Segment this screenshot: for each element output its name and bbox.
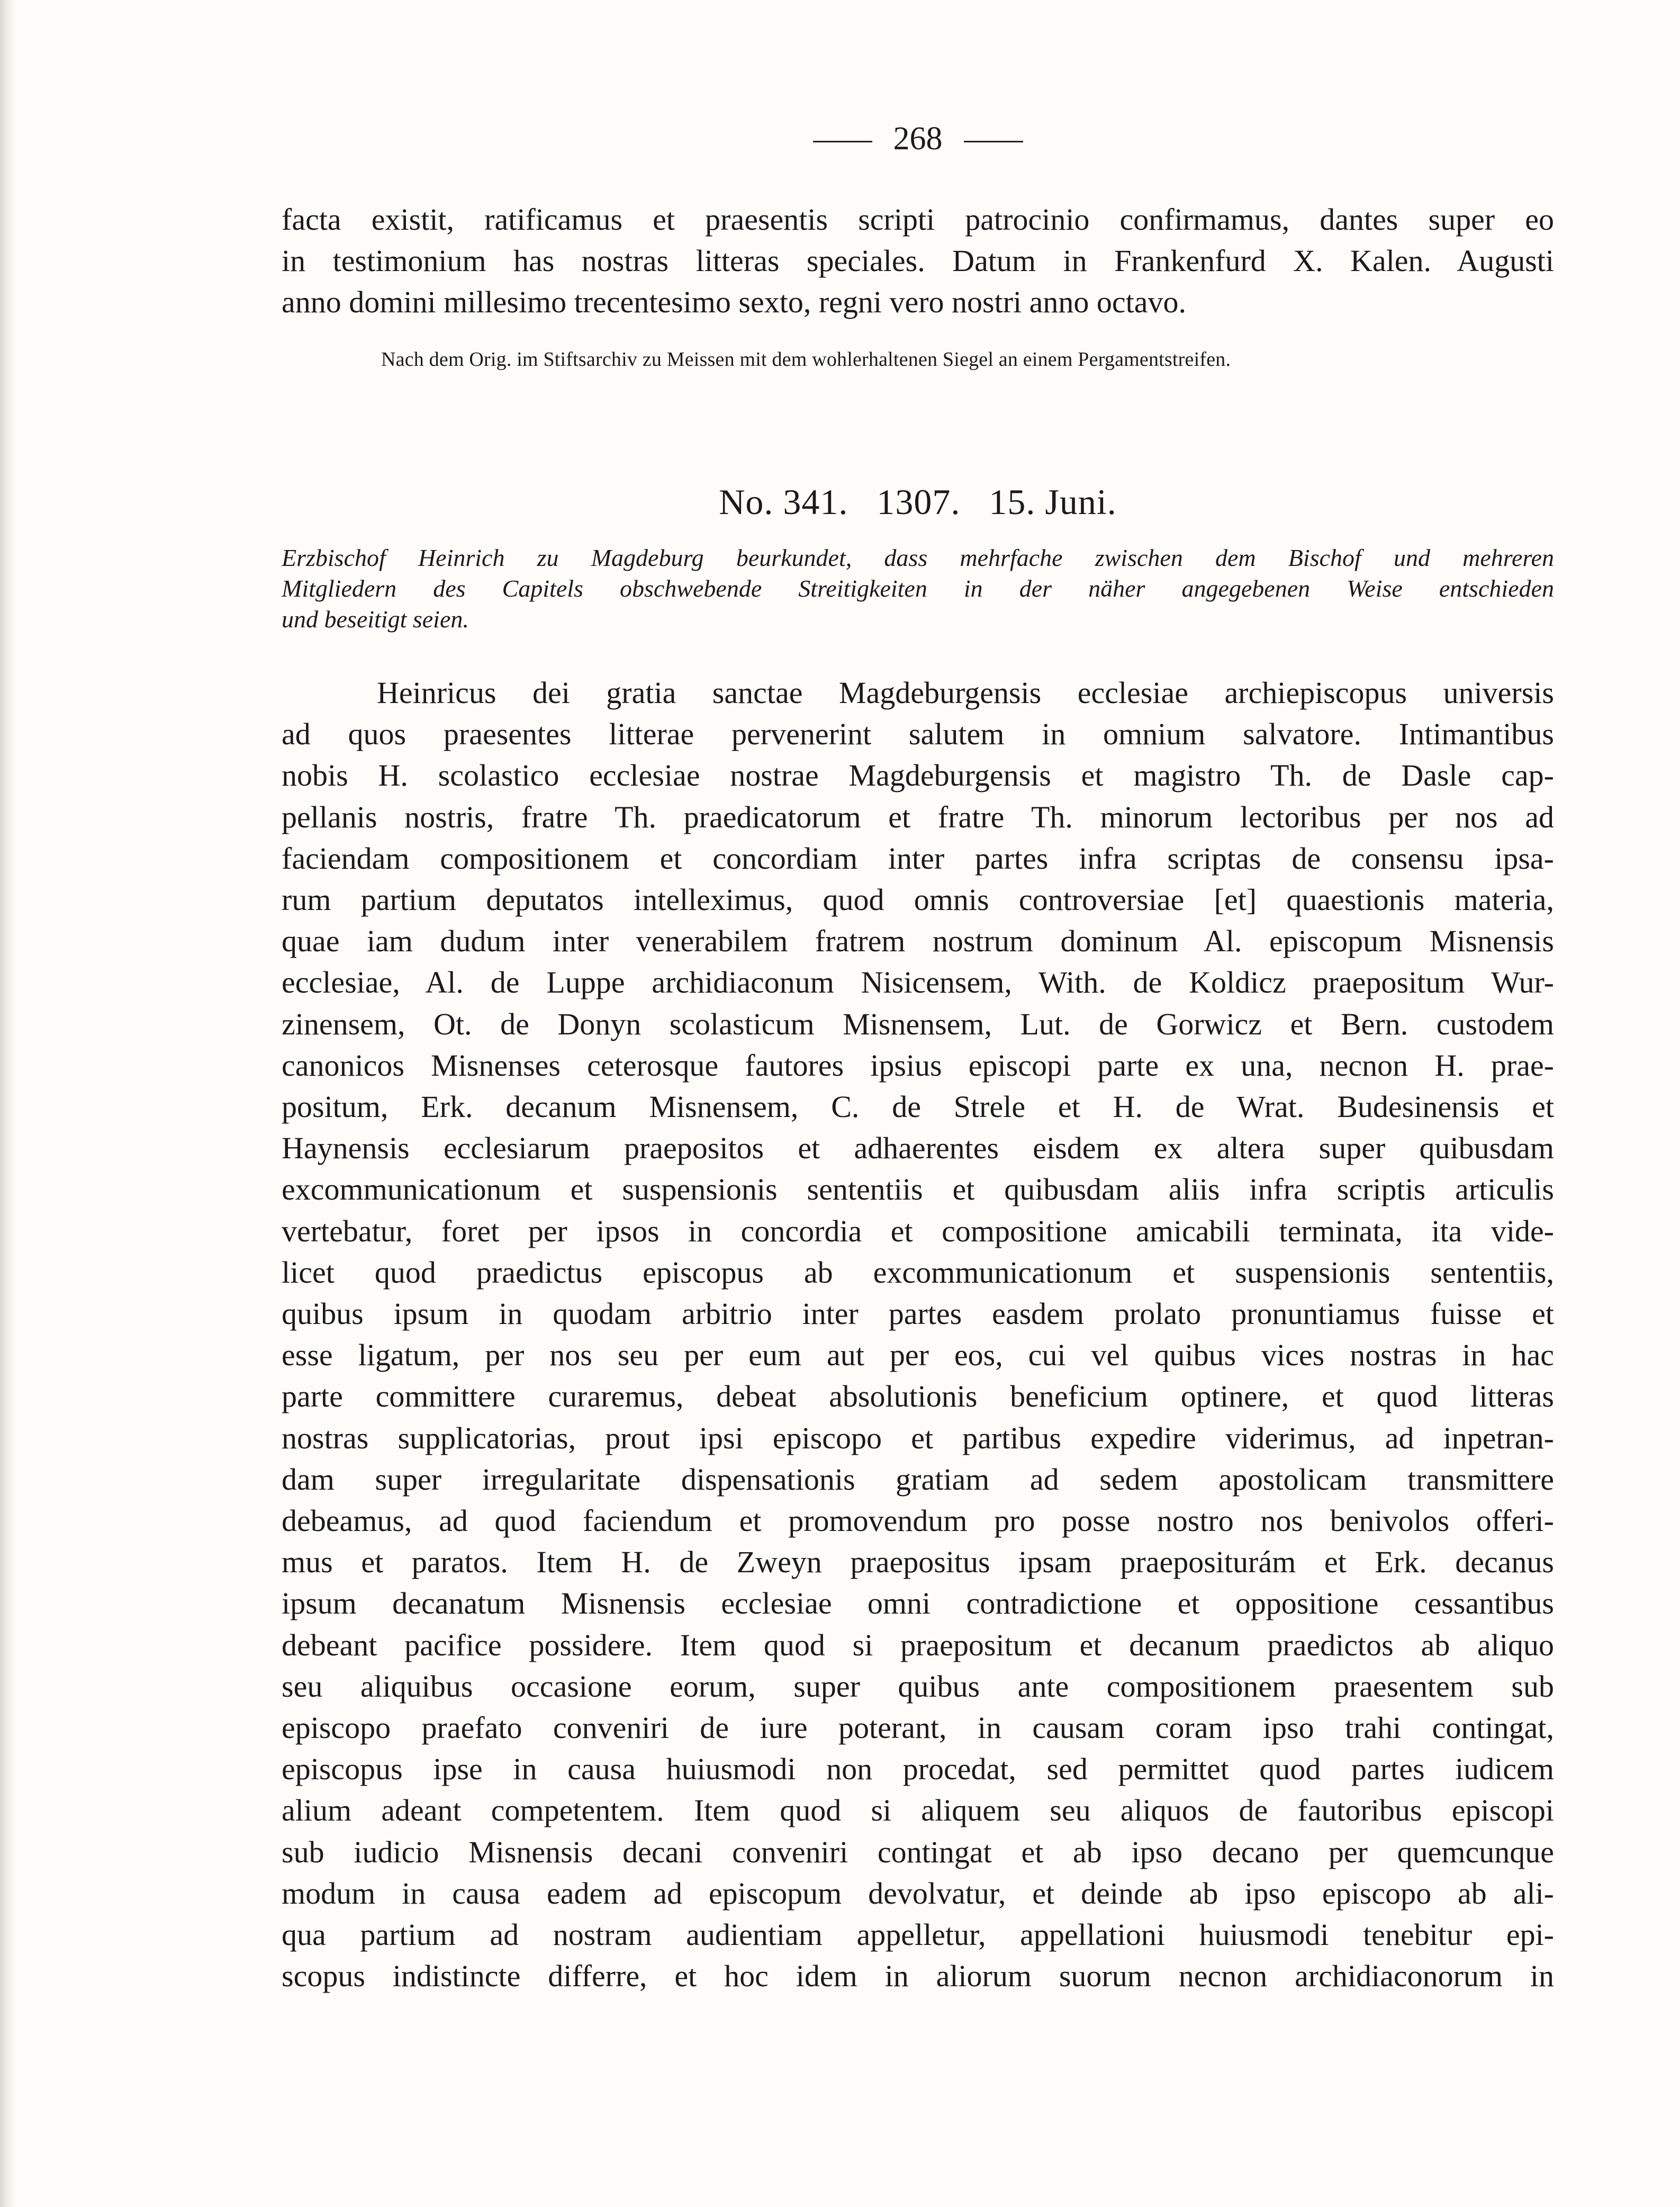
body-line: seu aliquibus occasione eorum, super quibus ante compositionem praesentem sub <box>282 1669 1554 1704</box>
abstract-line: und beseitigt seien. <box>282 606 469 633</box>
body-line: debeant pacifice possidere. Item quod si praepositum et decanum praedictos ab aliquo <box>282 1627 1554 1662</box>
continuation-line: facta existit, ratificamus et praesentis scripti patrocinio confirmamus, dantes super eo <box>282 202 1554 237</box>
body-line: vertebatur, foret per ipsos in concordia et compositione amicabili terminata, ita vide- <box>282 1213 1554 1248</box>
body-line: excommunicationum et suspensionis sententiis et quibusdam aliis infra scriptis articulis <box>282 1172 1554 1207</box>
page-header <box>282 118 1554 160</box>
body-line: faciendam compositionem et concordiam inter partes infra scriptas de consensu ipsa- <box>282 841 1554 876</box>
abstract-line: Erzbischof Heinrich zu Magdeburg beurkundet, dass mehrfache zwischen dem Bischof und mehreren <box>282 544 1554 571</box>
body-line: nobis H. scolastico ecclesiae nostrae Magdeburgensis et magistro Th. de Dasle cap- <box>282 758 1554 793</box>
header-dash-left <box>813 141 872 142</box>
body-line: positum, Erk. decanum Misnensem, C. de Strele et H. de Wrat. Budesinensis et <box>282 1089 1554 1124</box>
body-line: dam super irregularitate dispensationis gratiam ad sedem apostolicam transmittere <box>282 1462 1554 1497</box>
body-line: licet quod praedictus episcopus ab excommunicationum et suspensionis sententiis, <box>282 1255 1554 1290</box>
abstract-line: Mitgliedern des Capitels obschwebende Streitigkeiten in der näher angegebenen Weise entschieden <box>282 575 1554 602</box>
page-number: 268 <box>893 121 943 157</box>
body-line: modum in causa eadem ad episcopum devolvatur, et deinde ab ipso episcopo ab ali- <box>282 1876 1554 1911</box>
body-line: ecclesiae, Al. de Luppe archidiaconum Nisicensem, With. de Koldicz praepositum Wur- <box>282 965 1554 1000</box>
body-line: episcopo praefato conveniri de iure poterant, in causam coram ipso trahi contingat, <box>282 1710 1554 1745</box>
body-line: qua partium ad nostram audientiam appelletur, appellationi huiusmodi tenebitur epi- <box>282 1917 1554 1952</box>
body-line: ad quos praesentes litterae pervenerint salutem in omnium salvatore. Intimantibus <box>282 717 1554 752</box>
continuation-line: in testimonium has nostras litteras speciales. Datum in Frankenfurd X. Kalen. Augusti <box>282 244 1554 278</box>
continuation-line: anno domini millesimo trecentesimo sexto, regni vero nostri anno octavo. <box>282 285 1187 319</box>
body-line: episcopus ipse in causa huiusmodi non procedat, sed permittet quod partes iudicem <box>282 1752 1554 1787</box>
body-line: Haynensis ecclesiarum praepositos et adhaerentes eisdem ex altera super quibusdam <box>282 1131 1554 1166</box>
document-abstract <box>282 543 1554 635</box>
body-line: zinensem, Ot. de Donyn scolasticum Misnensem, Lut. de Gorwicz et Bern. custodem <box>282 1006 1554 1041</box>
source-note: Nach dem Orig. im Stiftsarchiv zu Meissen mit dem wohlerhaltenen Siegel an einem Pergamentstreifen. <box>381 348 1231 371</box>
body-line: pellanis nostris, fratre Th. praedicatorum et fratre Th. minorum lectoribus per nos ad <box>282 799 1554 834</box>
body-line: nostras supplicatorias, prout ipsi episcopo et partibus expedire viderimus, ad inpetran- <box>282 1420 1554 1455</box>
body-line: rum partium deputatos intelleximus, quod omnis controversiae [et] quaestionis materia, <box>282 882 1554 917</box>
body-line: quae iam dudum inter venerabilem fratrem nostrum dominum Al. episcopum Misnensis <box>282 924 1554 959</box>
body-line: Heinricus dei gratia sanctae Magdeburgensis ecclesiae archiepiscopus universis <box>377 675 1554 710</box>
body-line: ipsum decanatum Misnensis ecclesiae omni contradictione et oppositione cessantibus <box>282 1586 1554 1621</box>
document-heading: No. 341. 1307. 15. Juni. <box>719 482 1117 522</box>
body-line: parte committere curaremus, debeat absolutionis beneficium optinere, et quod litteras <box>282 1379 1554 1414</box>
body-line: scopus indistincte differre, et hoc idem in aliorum suorum necnon archidiaconorum in <box>282 1959 1554 1994</box>
body-line: esse ligatum, per nos seu per eum aut per eos, cui vel quibus vices nostras in hac <box>282 1338 1554 1373</box>
body-line: canonicos Misnenses ceterosque fautores ipsius episcopi parte ex una, necnon H. prae- <box>282 1048 1554 1083</box>
body-line: debeamus, ad quod faciendum et promovendum pro posse nostro nos benivolos offeri- <box>282 1503 1554 1538</box>
document-body <box>282 672 1554 1997</box>
body-line: mus et paratos. Item H. de Zweyn praepositus ipsam praepositurám et Erk. decanus <box>282 1545 1554 1580</box>
body-line: sub iudicio Misnensis decani conveniri contingat et ab ipso decano per quemcunque <box>282 1834 1554 1869</box>
body-line: quibus ipsum in quodam arbitrio inter partes easdem prolato pronuntiamus fuisse et <box>282 1296 1554 1331</box>
header-dash-right <box>964 141 1023 142</box>
page-binding-edge <box>0 0 15 2207</box>
continuation-text <box>282 199 1554 323</box>
body-line: alium adeant competentem. Item quod si aliquem seu aliquos de fautoribus episcopi <box>282 1793 1554 1828</box>
